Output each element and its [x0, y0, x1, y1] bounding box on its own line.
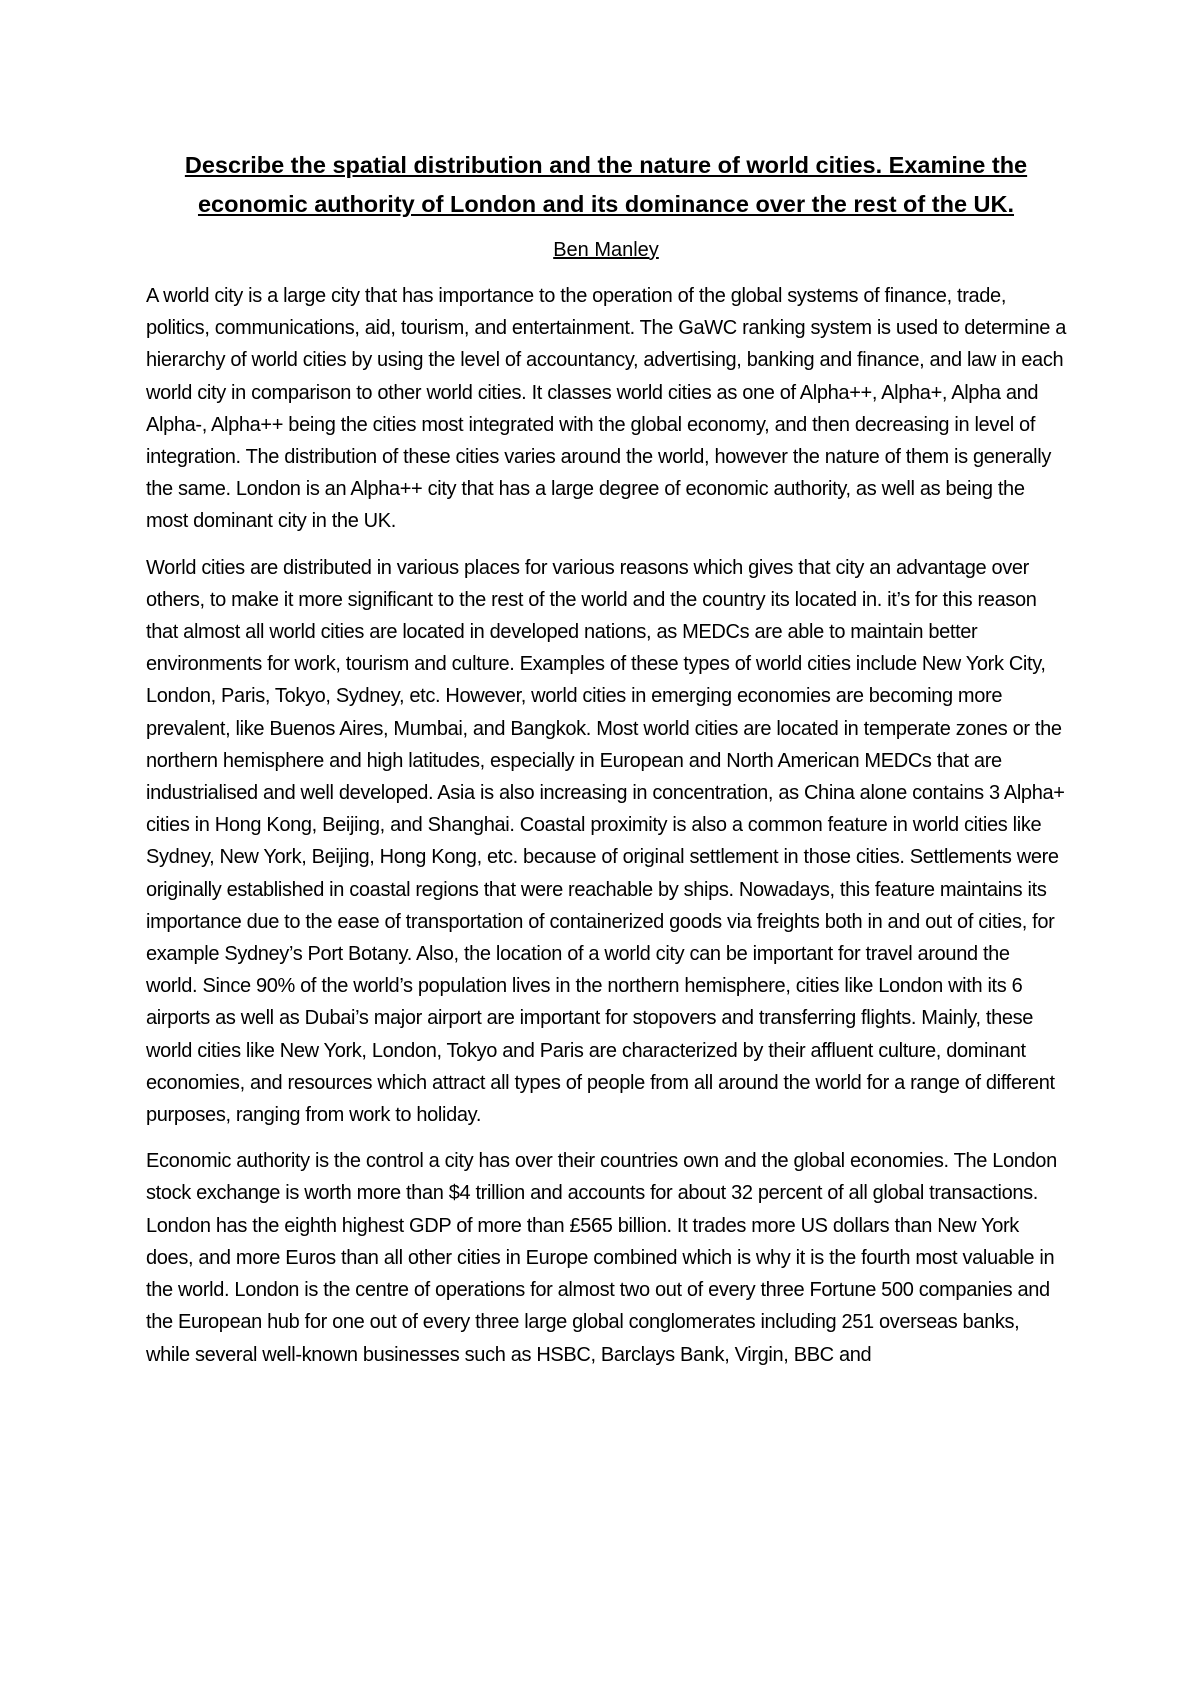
document-body	[146, 146, 1066, 1371]
paragraph-economic-authority: Economic authority is the control a city has over their countries own and the global economies. The London stock exchange is worth more than $4 trillion and accounts for about 32 percent of all global transactions. London has the eighth highest GDP of more than £565 billion. It trades more US dollars than New York does, and more Euros than all other cities in Europe combined which is why it is the fourth most valuable in the world. London is the centre of operations for almost two out of every three Fortune 500 companies and the European hub for one out of every three large global conglomerates including 251 overseas banks, while several well-known businesses such as HSBC, Barclays Bank, Virgin, BBC and	[146, 1150, 1057, 1366]
paragraph-spatial-distribution: World cities are distributed in various places for various reasons which gives that city an advantage over others, to make it more significant to the rest of the world and the country its located in. it’s for this reason that almost all world cities are located in developed nations, as MEDCs are able to maintain better environments for work, tourism and culture. Examples of these types of world cities include New York City, London, Paris, Tokyo, Sydney, etc. However, world cities in emerging economies are becoming more prevalent, like Buenos Aires, Mumbai, and Bangkok. Most world cities are located in temperate zones or the northern hemisphere and high latitudes, especially in European and North American MEDCs that are industrialised and well developed. Asia is also increasing in concentration, as China alone contains 3 Alpha+ cities in Hong Kong, Beijing, and Shanghai. Coastal proximity is also a common feature in world cities like Sydney, New York, Beijing, Hong Kong, etc. because of original settlement in those cities. Settlements were originally established in coastal regions that were reachable by ships. Nowadays, this feature maintains its importance due to the ease of transportation of containerized goods via freights both in and out of cities, for example Sydney’s Port Botany. Also, the location of a world city can be important for travel around the world. Since 90% of the world’s population lives in the northern hemisphere, cities like London with its 6 airports as well as Dubai’s major airport are important for stopovers and transferring flights. Mainly, these world cities like New York, London, Tokyo and Paris are characterized by their affluent culture, dominant economies, and resources which attract all types of people from all around the world for a range of different purposes, ranging from work to holiday.	[146, 556, 1065, 1127]
author-name: Ben Manley	[553, 239, 659, 261]
paragraph-introduction: A world city is a large city that has importance to the operation of the global systems of finance, trade, politics, communications, aid, tourism, and entertainment. The GaWC ranking system is used to determine a hierarchy of world cities by using the level of accountancy, advertising, banking and finance, and law in each world city in comparison to other world cities. It classes world cities as one of Alpha++, Alpha+, Alpha and Alpha-, Alpha++ being the cities most integrated with the global economy, and then decreasing in level of integration. The distribution of these cities varies around the world, however the nature of them is generally the same. London is an Alpha++ city that has a large degree of economic authority, as well as being the most dominant city in the UK.	[146, 285, 1066, 533]
essay-title: Describe the spatial distribution and the nature of world cities. Examine the economic authority of London and its dominance over the rest of the UK.	[184, 152, 1028, 217]
